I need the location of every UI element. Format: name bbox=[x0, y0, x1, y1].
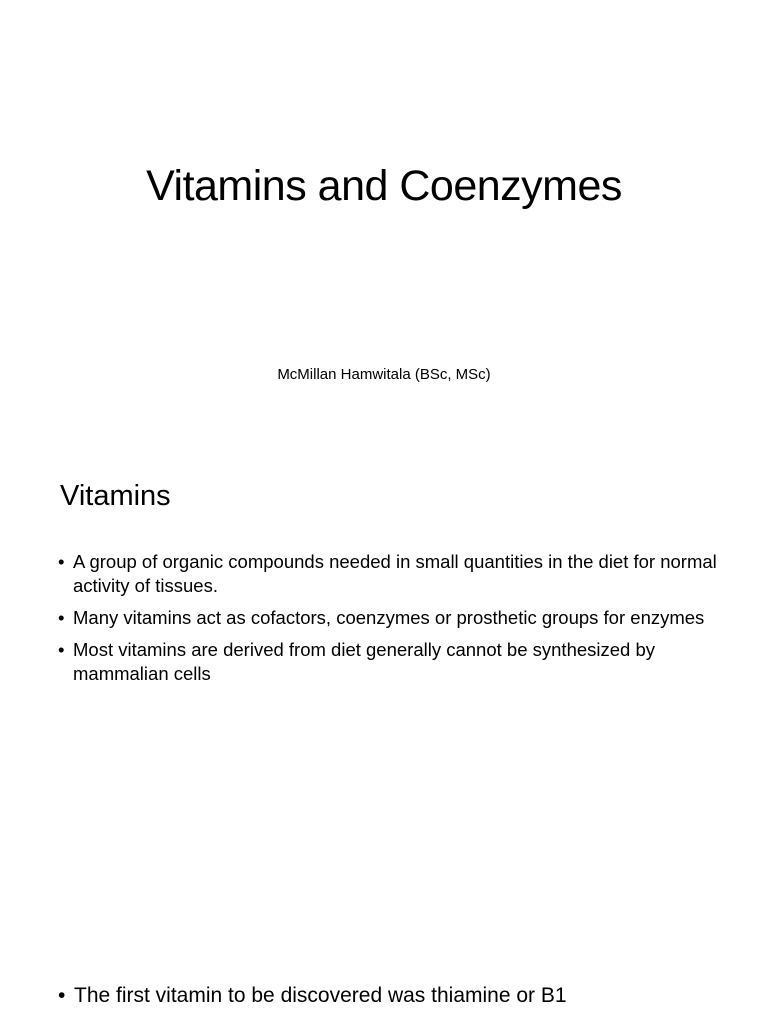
slide-title: Vitamins and Coenzymes bbox=[146, 162, 622, 210]
vitamins-slide bbox=[0, 432, 768, 932]
bullet-list bbox=[58, 550, 718, 694]
bullet-text: Many vitamins act as cofactors, coenzymes or prosthetic groups for enzymes bbox=[73, 607, 705, 628]
bullet-text: Most vitamins are derived from diet generally cannot be synthesized by mammalian cells bbox=[73, 639, 656, 684]
bullet-icon: • bbox=[58, 984, 66, 1007]
title-slide bbox=[0, 0, 768, 432]
bullet-icon: • bbox=[58, 551, 65, 572]
bullet-text: The first vitamin to be discovered was thiamine or B1 bbox=[74, 984, 567, 1007]
slide-heading: Vitamins bbox=[60, 480, 171, 512]
bullet-icon: • bbox=[58, 607, 65, 628]
bullet-icon: • bbox=[58, 639, 65, 660]
bullet-text: A group of organic compounds needed in small quantities in the diet for normal activity of tissues. bbox=[73, 551, 717, 596]
bullet-item bbox=[58, 982, 738, 1010]
bullet-item bbox=[58, 638, 718, 686]
slide-subtitle-author: McMillan Hamwitala (BSc, MSc) bbox=[277, 366, 491, 383]
bullet-item bbox=[58, 550, 718, 598]
next-slide-partial bbox=[0, 932, 768, 1024]
bullet-list bbox=[58, 982, 738, 1020]
bullet-item bbox=[58, 606, 718, 630]
